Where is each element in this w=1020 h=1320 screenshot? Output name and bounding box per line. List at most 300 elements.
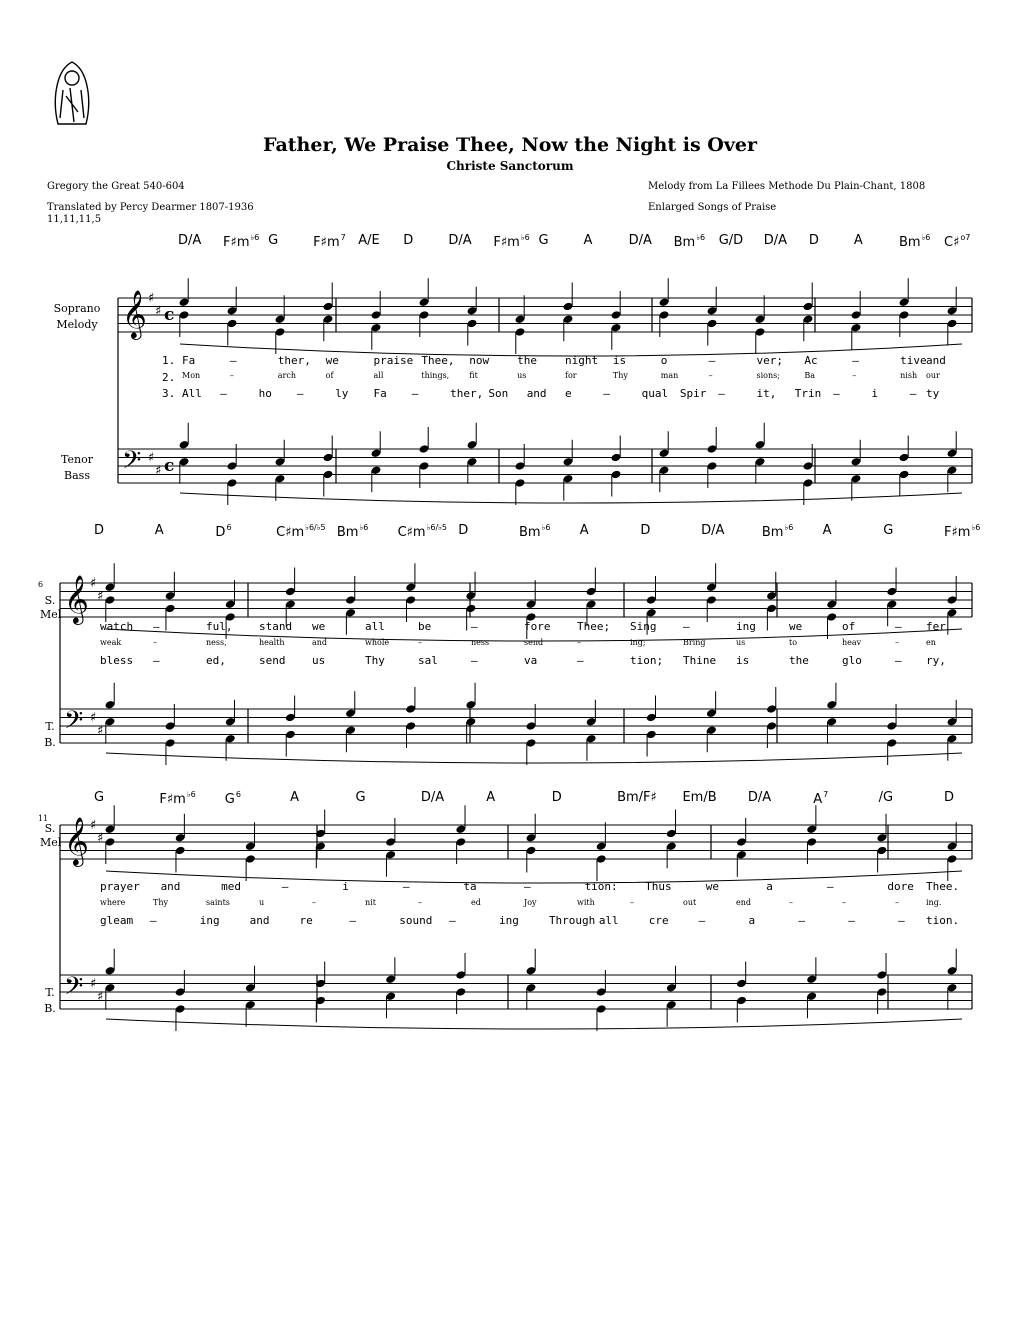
- lyric-syllable: med: [221, 880, 242, 893]
- author-credit: Gregory the Great 540-604: [47, 181, 185, 192]
- lyric-syllable: –: [577, 638, 581, 647]
- lyric-syllable: Trin: [794, 387, 822, 400]
- verse-number: 2.: [162, 371, 176, 384]
- chord-symbol: [398, 523, 447, 540]
- lyric-syllable: Thy: [612, 371, 628, 380]
- lyric-syllable: Thine: [683, 654, 717, 667]
- sharp-icon: ♯: [97, 588, 104, 604]
- lyric-syllable: –: [411, 387, 419, 400]
- lyric-syllable: ed: [471, 898, 481, 907]
- tenor-label: T.: [45, 720, 55, 733]
- lyric-syllable: –: [418, 638, 422, 647]
- chord-extension: 6: [226, 523, 232, 532]
- lyric-syllable: weak: [100, 638, 122, 647]
- lyric-syllable: a: [766, 880, 773, 893]
- chord-root: D/A: [763, 233, 788, 248]
- chord-symbol: [225, 790, 241, 807]
- slur: [106, 753, 962, 763]
- lyric-syllable: –: [798, 914, 805, 927]
- lyric-syllable: of: [842, 620, 856, 633]
- slur: [106, 1019, 962, 1029]
- sharp-icon: ♯: [148, 450, 155, 466]
- lyric-syllable: it,: [756, 387, 777, 400]
- chord-extension: o7: [960, 233, 971, 242]
- lyric-syllable: –: [718, 387, 725, 400]
- lyric-syllable: –: [349, 914, 357, 927]
- source-book: Enlarged Songs of Praise: [648, 202, 777, 213]
- chord-symbol: [538, 233, 548, 248]
- chord-extension: ♭6/♭5: [305, 523, 326, 532]
- chord-symbol: [854, 233, 863, 248]
- tenor-label: T.: [45, 986, 55, 999]
- lyric-syllable: all: [365, 620, 385, 633]
- treble-clef-icon: 𝄞: [64, 574, 89, 623]
- lyric-syllable: en: [926, 638, 936, 647]
- tenor-label: Tenor: [61, 453, 93, 466]
- sharp-icon: ♯: [155, 463, 162, 479]
- lyric-syllable: all: [598, 914, 619, 927]
- chord-symbol: [719, 233, 743, 248]
- soprano-label: Soprano: [53, 302, 101, 315]
- chord-symbol: [584, 233, 593, 248]
- lyric-syllable: –: [898, 914, 905, 927]
- lyric-syllable: saints: [206, 898, 230, 907]
- lyric-syllable: send: [524, 638, 544, 647]
- common-time-icon: c: [164, 456, 175, 476]
- lyric-syllable: our: [926, 371, 940, 380]
- chord-root: C♯m: [397, 525, 426, 540]
- chord-extension: ♭6: [784, 523, 794, 532]
- lyric-syllable: where: [100, 898, 126, 907]
- chord-symbol: [215, 523, 231, 540]
- lyric-syllable: we: [705, 880, 719, 893]
- lyric-syllable: –: [842, 898, 846, 907]
- lyric-syllable: fer: [926, 620, 946, 633]
- lyric-syllable: nit: [365, 898, 376, 907]
- lyric-syllable: us: [312, 654, 326, 667]
- chord-root: G: [268, 233, 279, 248]
- chord-symbol: [764, 233, 787, 248]
- lyric-syllable: bless: [100, 654, 134, 667]
- chord-root: F♯m: [223, 235, 250, 250]
- lyric-syllable: we: [325, 354, 339, 367]
- chord-symbol: [178, 233, 201, 248]
- lyric-syllable: and: [312, 638, 328, 647]
- chord-extension: ♭6: [359, 523, 369, 532]
- chord-symbol: [155, 523, 164, 538]
- chord-root: D: [944, 790, 955, 805]
- chord-root: F♯m: [944, 525, 971, 540]
- soprano-label: S.: [44, 822, 56, 835]
- chord-root: G: [94, 790, 105, 805]
- chord-root: D: [808, 233, 819, 248]
- chord-root: Bm: [761, 525, 784, 540]
- lyric-syllable: man: [660, 371, 679, 380]
- lyric-syllable: –: [418, 898, 422, 907]
- chord-root: D/A: [628, 233, 652, 248]
- measure-number: 11: [38, 814, 49, 823]
- chord-symbol: [337, 523, 368, 540]
- lyric-syllable: Thy: [365, 654, 385, 667]
- lyric-syllable: Spir: [679, 387, 707, 400]
- chord-symbol: [809, 233, 819, 248]
- chord-root: A: [154, 523, 164, 538]
- lyric-syllable: –: [833, 387, 840, 400]
- lyric-syllable: –: [281, 880, 289, 893]
- lyric-syllable: ther,: [277, 354, 311, 367]
- chord-root: A: [583, 233, 593, 248]
- chord-symbol: [762, 523, 793, 540]
- lyric-syllable: –: [524, 880, 531, 893]
- treble-clef-icon: 𝄞: [122, 289, 147, 338]
- lyric-syllable: ry,: [926, 654, 946, 667]
- lyric-syllable: –: [296, 387, 304, 400]
- chord-root: A: [813, 792, 823, 807]
- lyric-syllable: and: [926, 354, 946, 367]
- chord-root: D: [94, 523, 105, 538]
- chord-symbol: [580, 523, 589, 538]
- chord-root: G: [538, 233, 549, 248]
- lyric-syllable: –: [153, 638, 157, 647]
- chord-root: D: [551, 790, 562, 805]
- common-time-icon: c: [164, 305, 175, 325]
- chord-root: Bm: [898, 235, 921, 250]
- chord-symbol: [682, 790, 716, 805]
- lyric-syllable: va: [524, 654, 538, 667]
- chord-root: D/A: [747, 790, 772, 805]
- lyric-syllable: ho: [258, 387, 272, 400]
- lyric-syllable: –: [153, 654, 160, 667]
- chord-root: C♯: [944, 235, 960, 250]
- chord-symbol: [629, 233, 652, 248]
- lyric-syllable: sal: [418, 654, 438, 667]
- chord-extension: ♭6/♭5: [426, 523, 448, 532]
- lyric-syllable: with: [577, 898, 595, 907]
- lyric-syllable: Bring: [683, 638, 706, 647]
- chord-extension: ♭6: [520, 233, 530, 242]
- lyric-syllable: ing: [736, 620, 756, 633]
- chord-root: G: [883, 523, 894, 538]
- chord-symbol: [748, 790, 771, 805]
- sharp-icon: ♯: [90, 576, 97, 591]
- lyric-syllable: is: [736, 654, 750, 667]
- lyric-syllable: Thee;: [577, 620, 611, 633]
- lyric-syllable: and: [249, 914, 270, 927]
- chord-symbol: [674, 233, 705, 250]
- chord-root: Em/B: [682, 790, 717, 805]
- sharp-icon: ♯: [90, 818, 97, 833]
- lyric-syllable: a: [748, 914, 756, 927]
- lyric-syllable: ness: [471, 638, 490, 647]
- chord-symbol: [268, 233, 278, 248]
- lyric-syllable: ly: [335, 387, 349, 400]
- lyric-syllable: and: [160, 880, 181, 893]
- lyric-syllable: –: [895, 620, 902, 633]
- lyric-syllable: –: [471, 654, 478, 667]
- lyric-syllable: arch: [277, 371, 296, 380]
- chord-symbol: [94, 790, 104, 805]
- lyric-syllable: sions;: [756, 371, 780, 380]
- lyric-syllable: i: [871, 387, 879, 400]
- lyric-syllable: –: [708, 371, 713, 380]
- bass-clef-icon: 𝄢: [64, 706, 84, 741]
- bass-label: Bass: [64, 469, 90, 482]
- lyric-syllable: qual: [641, 387, 669, 400]
- sharp-icon: ♯: [148, 291, 155, 306]
- lyric-syllable: cre: [648, 914, 669, 927]
- lyric-syllable: glo: [842, 654, 862, 667]
- chord-root: D/A: [701, 523, 725, 538]
- lyric-syllable: Fa: [373, 387, 387, 400]
- chord-root: D/A: [178, 233, 202, 248]
- tune-name: Christe Sanctorum: [446, 159, 574, 173]
- lyric-syllable: –: [603, 387, 610, 400]
- chord-symbol: [458, 523, 468, 538]
- chord-root: A: [486, 790, 496, 805]
- measure-number: 6: [38, 580, 44, 589]
- chord-symbol: [944, 790, 954, 805]
- chord-symbol: [421, 790, 444, 805]
- lyric-syllable: Joy: [524, 898, 537, 907]
- lyric-syllable: Thus: [645, 880, 672, 893]
- sharp-icon: ♯: [155, 303, 162, 319]
- lyric-syllable: –: [153, 620, 160, 633]
- lyric-syllable: All: [182, 387, 202, 400]
- lyric-syllable: Thy: [153, 898, 169, 907]
- lyric-syllable: ness,: [206, 638, 227, 647]
- melody-label: Mel: [40, 836, 62, 849]
- lyric-syllable: –: [848, 914, 855, 927]
- meter: 11,11,11,5: [47, 214, 102, 225]
- lyric-syllable: ful,: [206, 620, 233, 633]
- chord-root: D: [640, 523, 651, 538]
- lyric-syllable: the: [789, 654, 809, 667]
- chord-root: Bm/F♯: [617, 790, 657, 805]
- lyric-syllable: –: [852, 354, 859, 367]
- lyric-syllable: ver;: [756, 354, 783, 367]
- chord-root: A: [290, 790, 300, 805]
- lyric-syllable: gleam: [100, 914, 134, 927]
- lyric-syllable: Mon: [182, 371, 201, 380]
- chord-extension: 7: [823, 790, 829, 799]
- lyric-syllable: Son: [488, 387, 509, 400]
- lyric-syllable: ing;: [630, 638, 646, 647]
- chord-extension: 6: [235, 790, 241, 799]
- lyric-syllable: –: [449, 914, 456, 927]
- lyric-syllable: –: [895, 898, 899, 907]
- chord-root: A: [853, 233, 863, 248]
- lyric-syllable: tion:: [584, 880, 618, 893]
- chord-extension: ♭6: [696, 233, 706, 242]
- lyric-syllable: o: [660, 354, 668, 367]
- slur: [180, 493, 962, 503]
- lyric-syllable: ta: [463, 880, 477, 893]
- chord-extension: ♭6: [541, 523, 551, 532]
- chord-extension: ♭6: [921, 233, 931, 242]
- lyric-syllable: and: [526, 387, 547, 400]
- lyric-syllable: –: [909, 387, 917, 400]
- chord-root: D: [458, 523, 469, 538]
- lyric-syllable: night: [565, 354, 599, 367]
- chord-symbol: [223, 233, 259, 250]
- chord-root: A/E: [358, 233, 380, 248]
- bass-clef-icon: 𝄢: [64, 972, 84, 1007]
- lyric-syllable: all: [373, 371, 384, 380]
- lyric-syllable: Ba: [804, 371, 816, 380]
- lyric-syllable: –: [471, 620, 478, 633]
- chord-symbol: [358, 233, 380, 248]
- chord-symbol: [552, 790, 562, 805]
- chord-root: Bm: [336, 525, 359, 540]
- chord-root: /G: [878, 790, 894, 805]
- verse-number: 3.: [162, 387, 176, 400]
- chord-symbol: [944, 523, 980, 540]
- chord-symbol: [883, 523, 893, 538]
- bass-label: B.: [44, 1002, 56, 1015]
- chord-symbol: [276, 523, 325, 540]
- translator-credit: Translated by Percy Dearmer 1807-1936: [47, 202, 254, 213]
- chord-symbol: [493, 233, 529, 250]
- lyric-syllable: u: [259, 898, 265, 907]
- chord-extension: ♭6: [971, 523, 981, 532]
- chord-root: D/A: [420, 790, 445, 805]
- chord-root: D/A: [448, 233, 472, 248]
- lyric-syllable: –: [312, 898, 316, 907]
- soprano-label: S.: [44, 594, 56, 607]
- chord-symbol: [486, 790, 495, 805]
- lyric-syllable: –: [149, 914, 157, 927]
- chord-symbol: [617, 790, 657, 805]
- lyric-syllable: whole: [365, 638, 390, 647]
- chord-symbol: [899, 233, 930, 250]
- lyric-syllable: ther,: [450, 387, 484, 400]
- lyric-syllable: be: [418, 620, 432, 633]
- chord-root: F♯m: [159, 792, 186, 807]
- lyric-syllable: Fa: [182, 354, 196, 367]
- lyric-syllable: end: [736, 898, 752, 907]
- lyric-syllable: ing: [199, 914, 220, 927]
- sharp-icon: ♯: [90, 710, 97, 726]
- sharp-icon: ♯: [97, 723, 104, 739]
- lyric-syllable: praise: [373, 354, 414, 367]
- chord-root: Bm: [519, 525, 541, 540]
- lyric-syllable: tion.: [926, 914, 960, 927]
- lyric-syllable: us: [736, 638, 746, 647]
- lyric-syllable: ing.: [926, 898, 942, 907]
- lyric-syllable: –: [577, 654, 584, 667]
- lyric-syllable: –: [630, 898, 634, 907]
- lyric-syllable: send: [259, 654, 286, 667]
- lyric-syllable: fit: [469, 371, 478, 380]
- chord-root: F♯m: [313, 235, 340, 250]
- lyric-syllable: –: [683, 620, 690, 633]
- lyric-syllable: Through: [548, 914, 596, 927]
- lyric-syllable: –: [229, 371, 234, 380]
- lyric-syllable: stand: [259, 620, 293, 633]
- bass-clef-icon: 𝄢: [122, 446, 142, 481]
- lyric-syllable: watch: [100, 620, 134, 633]
- lyric-syllable: Sing: [630, 620, 657, 633]
- lyric-syllable: Thee,: [421, 354, 455, 367]
- chord-symbol: [879, 790, 893, 805]
- lyric-syllable: –: [895, 638, 899, 647]
- lyric-syllable: prayer: [100, 880, 140, 893]
- lyric-syllable: out: [683, 898, 697, 907]
- chord-symbol: [701, 523, 724, 538]
- chord-symbol: [448, 233, 471, 248]
- melody-label: Mel: [40, 608, 62, 621]
- lyric-syllable: Ac: [804, 354, 818, 367]
- chord-extension: ♭6: [250, 233, 260, 242]
- lyric-syllable: we: [789, 620, 803, 633]
- lyric-syllable: –: [708, 354, 716, 367]
- lyric-syllable: –: [402, 880, 410, 893]
- lyric-syllable: sound: [399, 914, 433, 927]
- lyric-syllable: –: [698, 914, 706, 927]
- chord-root: D: [403, 233, 414, 248]
- lyric-syllable: the: [517, 354, 537, 367]
- lyric-syllable: things,: [421, 371, 450, 380]
- bass-label: B.: [44, 736, 56, 749]
- chord-root: G: [224, 792, 235, 807]
- chord-root: G: [355, 790, 366, 805]
- treble-clef-icon: 𝄞: [64, 816, 89, 865]
- chord-symbol: [640, 523, 650, 538]
- lyric-syllable: fore: [524, 620, 551, 633]
- lyric-syllable: –: [229, 354, 237, 367]
- chord-extension: ♭6: [186, 790, 196, 799]
- chord-symbol: [356, 790, 366, 805]
- lyric-syllable: of: [325, 371, 334, 380]
- lyric-syllable: –: [789, 898, 793, 907]
- sharp-icon: ♯: [97, 830, 104, 846]
- sharp-icon: ♯: [90, 976, 97, 992]
- lyric-syllable: ed,: [206, 654, 226, 667]
- chord-root: C♯m: [276, 525, 305, 540]
- chord-root: D: [215, 525, 226, 540]
- chord-root: A: [579, 523, 589, 538]
- chord-root: F♯m: [493, 235, 520, 250]
- lyric-syllable: e: [565, 387, 572, 400]
- lyric-syllable: to: [789, 638, 798, 647]
- lyric-syllable: –: [826, 880, 834, 893]
- lyric-syllable: Thee.: [926, 880, 960, 893]
- lyric-syllable: now: [469, 354, 490, 367]
- chord-symbol: [403, 233, 413, 248]
- lyric-syllable: heav: [842, 638, 862, 647]
- song-title: Father, We Praise Thee, Now the Night is Over: [263, 134, 757, 156]
- chord-symbol: [944, 233, 970, 250]
- chord-extension: 7: [340, 233, 346, 242]
- lyric-syllable: ty: [926, 387, 940, 400]
- chord-symbol: [159, 790, 195, 807]
- chord-root: G/D: [718, 233, 744, 248]
- lyric-syllable: nish: [900, 371, 918, 380]
- lyric-syllable: re: [299, 914, 313, 927]
- sharp-icon: ♯: [97, 989, 104, 1005]
- chord-symbol: [813, 790, 828, 807]
- lyric-syllable: we: [312, 620, 326, 633]
- chord-symbol: [313, 233, 346, 250]
- chord-root: A: [822, 523, 832, 538]
- lyric-syllable: is: [612, 354, 627, 367]
- lyric-syllable: i: [342, 880, 349, 893]
- chord-symbol: [519, 523, 550, 540]
- lyric-syllable: tive: [900, 354, 927, 367]
- chord-root: Bm: [673, 235, 696, 250]
- lyric-syllable: us: [517, 371, 527, 380]
- lyric-syllable: health: [259, 638, 285, 647]
